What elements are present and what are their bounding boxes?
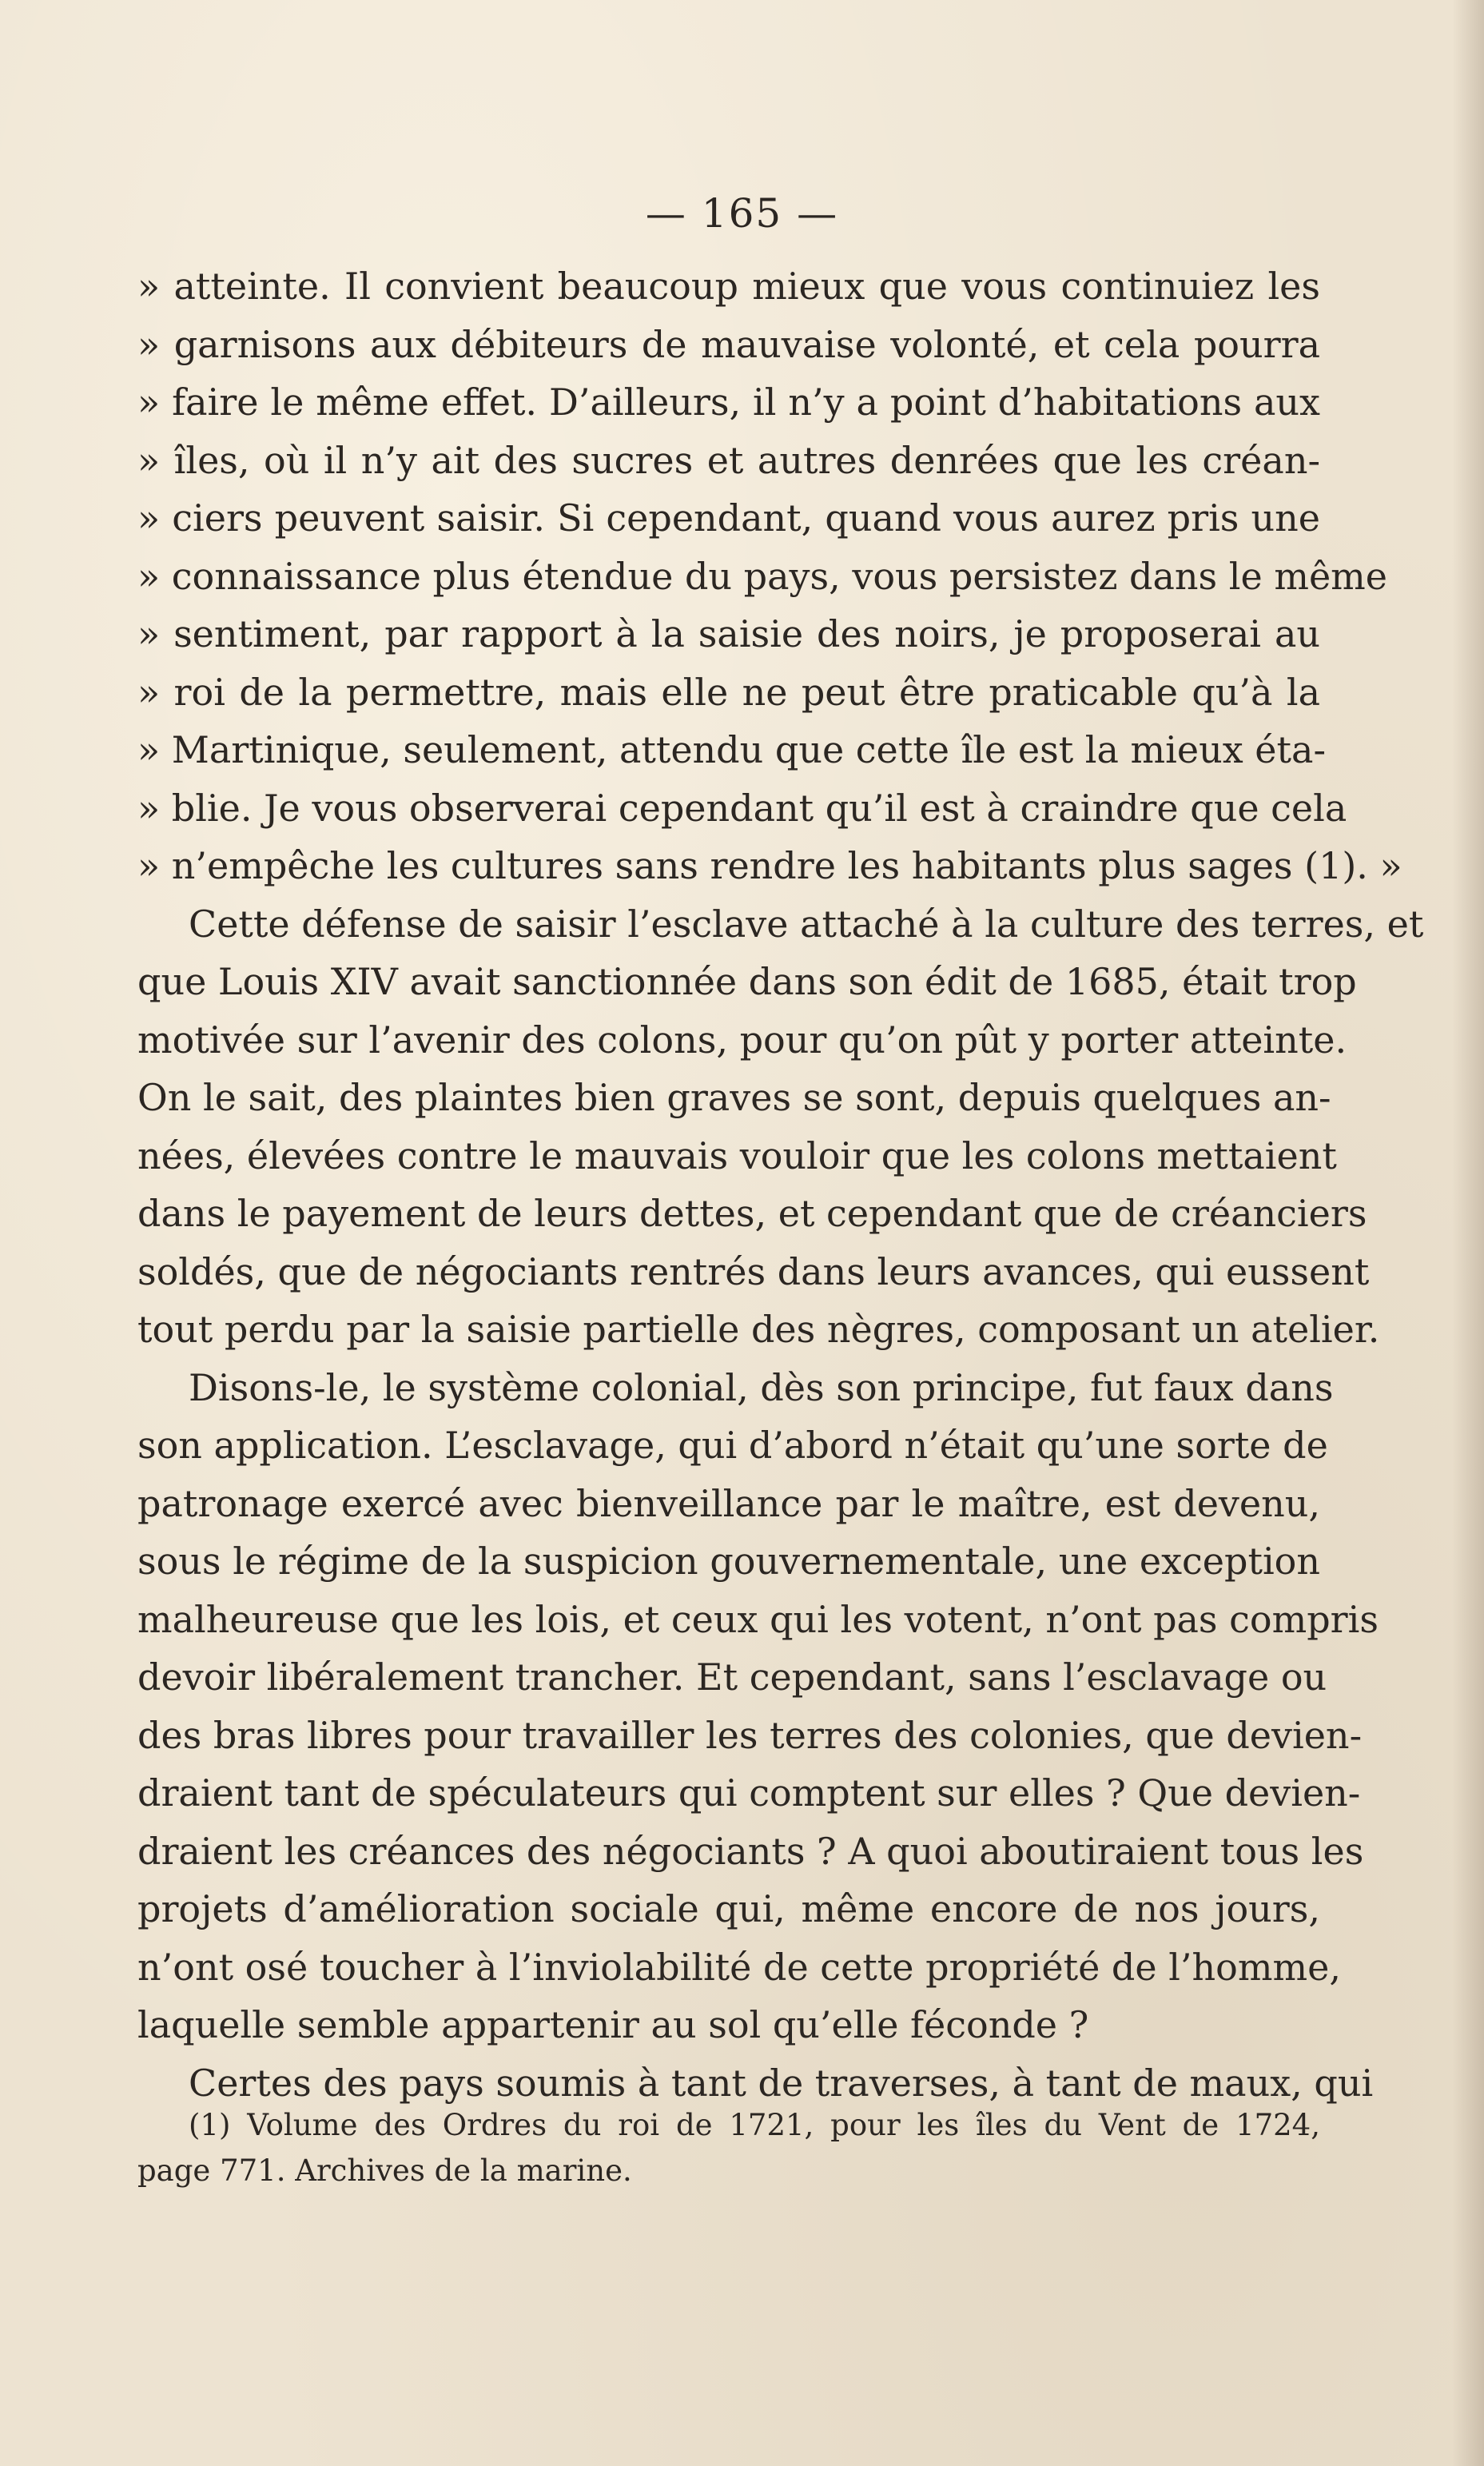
text-line: sous le régime de la suspicion gouvernementale, une exception bbox=[137, 1540, 1320, 1583]
text-line: » garnisons aux débiteurs de mauvaise volonté, et cela pourra bbox=[137, 322, 1320, 366]
text-line: soldés, que de négociants rentrés dans leurs avances, qui eussent bbox=[137, 1249, 1370, 1293]
text-line: » ciers peuvent saisir. Si cependant, quand vous aurez pris une bbox=[137, 496, 1320, 540]
text-line: des bras libres pour travailler les terres des colonies, que devien- bbox=[137, 1713, 1363, 1757]
page-number: — 165 — bbox=[645, 190, 839, 237]
text-line: » n’empêche les cultures sans rendre les habitants plus sages (1). » bbox=[137, 844, 1402, 887]
footnote bbox=[137, 2102, 1320, 2193]
text-line: » connaissance plus étendue du pays, vous persistez dans le même bbox=[137, 554, 1388, 598]
text-line: » sentiment, par rapport à la saisie des noirs, je proposerai au bbox=[137, 612, 1320, 655]
text-line: » îles, où il n’y ait des sucres et autres denrées que les créan- bbox=[137, 438, 1320, 482]
text-line: motivée sur l’avenir des colons, pour qu’on pût y porter atteinte. bbox=[137, 1018, 1347, 1062]
paragraph-start-line: Cette défense de saisir l’esclave attaché à la culture des terres, et bbox=[189, 902, 1424, 946]
text-line: » blie. Je vous observerai cependant qu’il est à craindre que cela bbox=[137, 786, 1347, 830]
text-line: son application. L’esclavage, qui d’abord n’était qu’une sorte de bbox=[137, 1424, 1328, 1467]
text-line: nées, élevées contre le mauvais vouloir que les colons mettaient bbox=[137, 1133, 1337, 1177]
text-line: patronage exercé avec bienveillance par le maître, est devenu, bbox=[137, 1481, 1320, 1525]
body-text bbox=[137, 257, 1424, 2112]
text-line: » atteinte. Il convient beaucoup mieux que vous continuiez les bbox=[137, 265, 1320, 308]
text-line: » Martinique, seulement, attendu que cette île est la mieux éta- bbox=[137, 728, 1326, 771]
text-line: malheureuse que les lois, et ceux qui les votent, n’ont pas compris bbox=[137, 1597, 1379, 1641]
paragraph-start-line: Certes des pays soumis à tant de traverses, à tant de maux, qui bbox=[189, 2061, 1374, 2105]
text-line: draient tant de spéculateurs qui comptent sur elles ? Que devien- bbox=[137, 1771, 1361, 1815]
text-line: On le sait, des plaintes bien graves se sont, depuis quelques an- bbox=[137, 1076, 1331, 1119]
page-edge-shadow bbox=[1452, 0, 1484, 2466]
paragraph-start-line: Disons-le, le système colonial, dès son principe, fut faux dans bbox=[189, 1365, 1334, 1409]
text-line: n’ont osé toucher à l’inviolabilité de cette propriété de l’homme, bbox=[137, 1945, 1341, 1989]
text-line: que Louis XIV avait sanctionnée dans son édit de 1685, était trop bbox=[137, 960, 1357, 1003]
text-line: » roi de la permettre, mais elle ne peut être praticable qu’à la bbox=[137, 670, 1320, 714]
text-line: tout perdu par la saisie partielle des nègres, composant un atelier. bbox=[137, 1308, 1380, 1351]
text-line: laquelle semble appartenir au sol qu’elle féconde ? bbox=[137, 2003, 1089, 2046]
footnote-line: page 771. Archives de la marine. bbox=[137, 2153, 632, 2188]
text-line: projets d’amélioration sociale qui, même encore de nos jours, bbox=[137, 1887, 1320, 1930]
text-line: devoir libéralement trancher. Et cependant, sans l’esclavage ou bbox=[137, 1655, 1327, 1699]
text-line: dans le payement de leurs dettes, et cependant que de créanciers bbox=[137, 1192, 1367, 1235]
text-line: » faire le même effet. D’ailleurs, il n’y a point d’habitations aux bbox=[137, 380, 1320, 424]
text-line: draient les créances des négociants ? A quoi aboutiraient tous les bbox=[137, 1829, 1364, 1873]
footnote-line: (1) Volume des Ordres du roi de 1721, pour les îles du Vent de 1724, bbox=[189, 2108, 1320, 2142]
